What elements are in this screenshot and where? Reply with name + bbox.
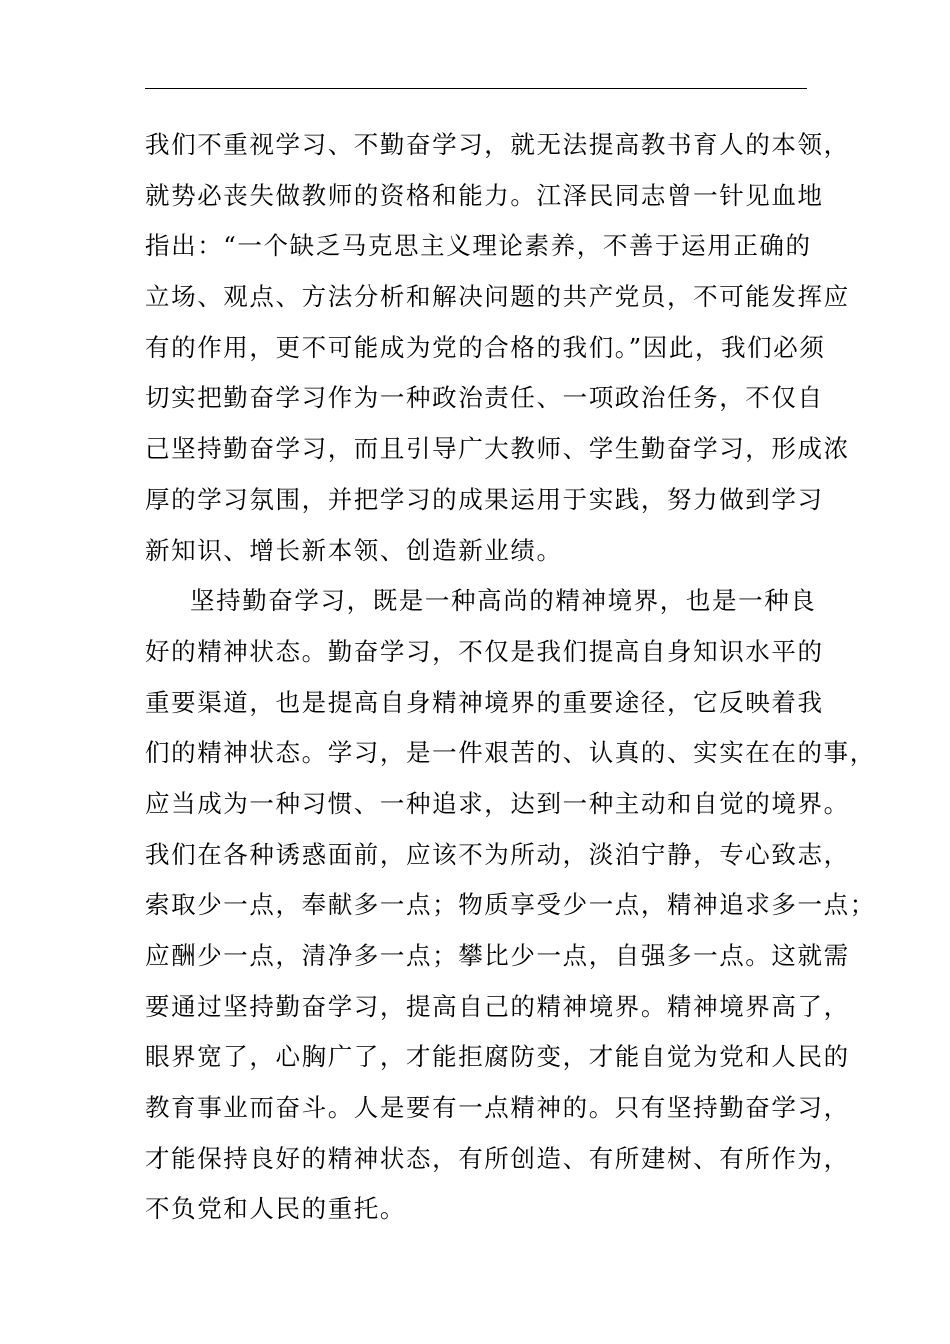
paragraph-2 [145, 576, 876, 1235]
text-line: 有的作用，更不可能成为党的合格的我们。”因此，我们必须 [145, 332, 826, 362]
text-line: 教育事业而奋斗。人是要有一点精神的。只有坚持勤奋学习， [145, 1093, 850, 1123]
text-line: 新知识、增长新本领、创造新业绩。 [145, 535, 563, 565]
text-line: 眼界宽了，心胸广了，才能拒腐防变，才能自觉为党和人民的 [145, 1042, 850, 1072]
text-line: 们的精神状态。学习，是一件艰苦的、认真的、实实在在的事， [145, 738, 876, 768]
text-line: 切实把勤奋学习作为一种政治责任、一项政治任务，不仅自 [145, 383, 824, 413]
text-line: 应当成为一种习惯、一种追求，达到一种主动和自觉的境界。 [145, 788, 850, 818]
text-line: 己坚持勤奋学习，而且引导广大教师、学生勤奋学习，形成浓 [145, 434, 850, 464]
body-text [145, 120, 876, 1235]
text-line: 重要渠道，也是提高自身精神境界的重要途径，它反映着我 [145, 687, 824, 717]
header-rule [145, 88, 807, 89]
text-line: 就势必丧失做教师的资格和能力。江泽民同志曾一针见血地 [145, 180, 824, 210]
text-line: 索取少一点，奉献多一点；物质享受少一点，精神追求多一点； [145, 890, 876, 920]
paragraph-1 [145, 120, 850, 576]
text-line: 坚持勤奋学习，既是一种高尚的精神境界，也是一种良 [190, 586, 817, 616]
text-line: 要通过坚持勤奋学习，提高自己的精神境界。精神境界高了， [145, 991, 850, 1021]
text-line: 才能保持良好的精神状态，有所创造、有所建树、有所作为， [145, 1143, 850, 1173]
text-line: 应酬少一点，清净多一点；攀比少一点，自强多一点。这就需 [145, 941, 850, 970]
text-line: 立场、观点、方法分析和解决问题的共产党员，不可能发挥应 [145, 282, 850, 312]
text-line: 不负党和人民的重托。 [145, 1194, 406, 1224]
text-line: 我们不重视学习、不勤奋学习，就无法提高教书育人的本领， [145, 130, 850, 159]
text-line: 厚的学习氛围，并把学习的成果运用于实践，努力做到学习 [145, 484, 824, 514]
text-line: 指出：“一个缺乏马克思主义理论素养，不善于运用正确的 [145, 231, 812, 261]
text-line: 我们在各种诱惑面前，应该不为所动，淡泊宁静，专心致志， [145, 839, 850, 869]
text-line: 好的精神状态。勤奋学习，不仅是我们提高自身知识水平的 [145, 636, 824, 666]
